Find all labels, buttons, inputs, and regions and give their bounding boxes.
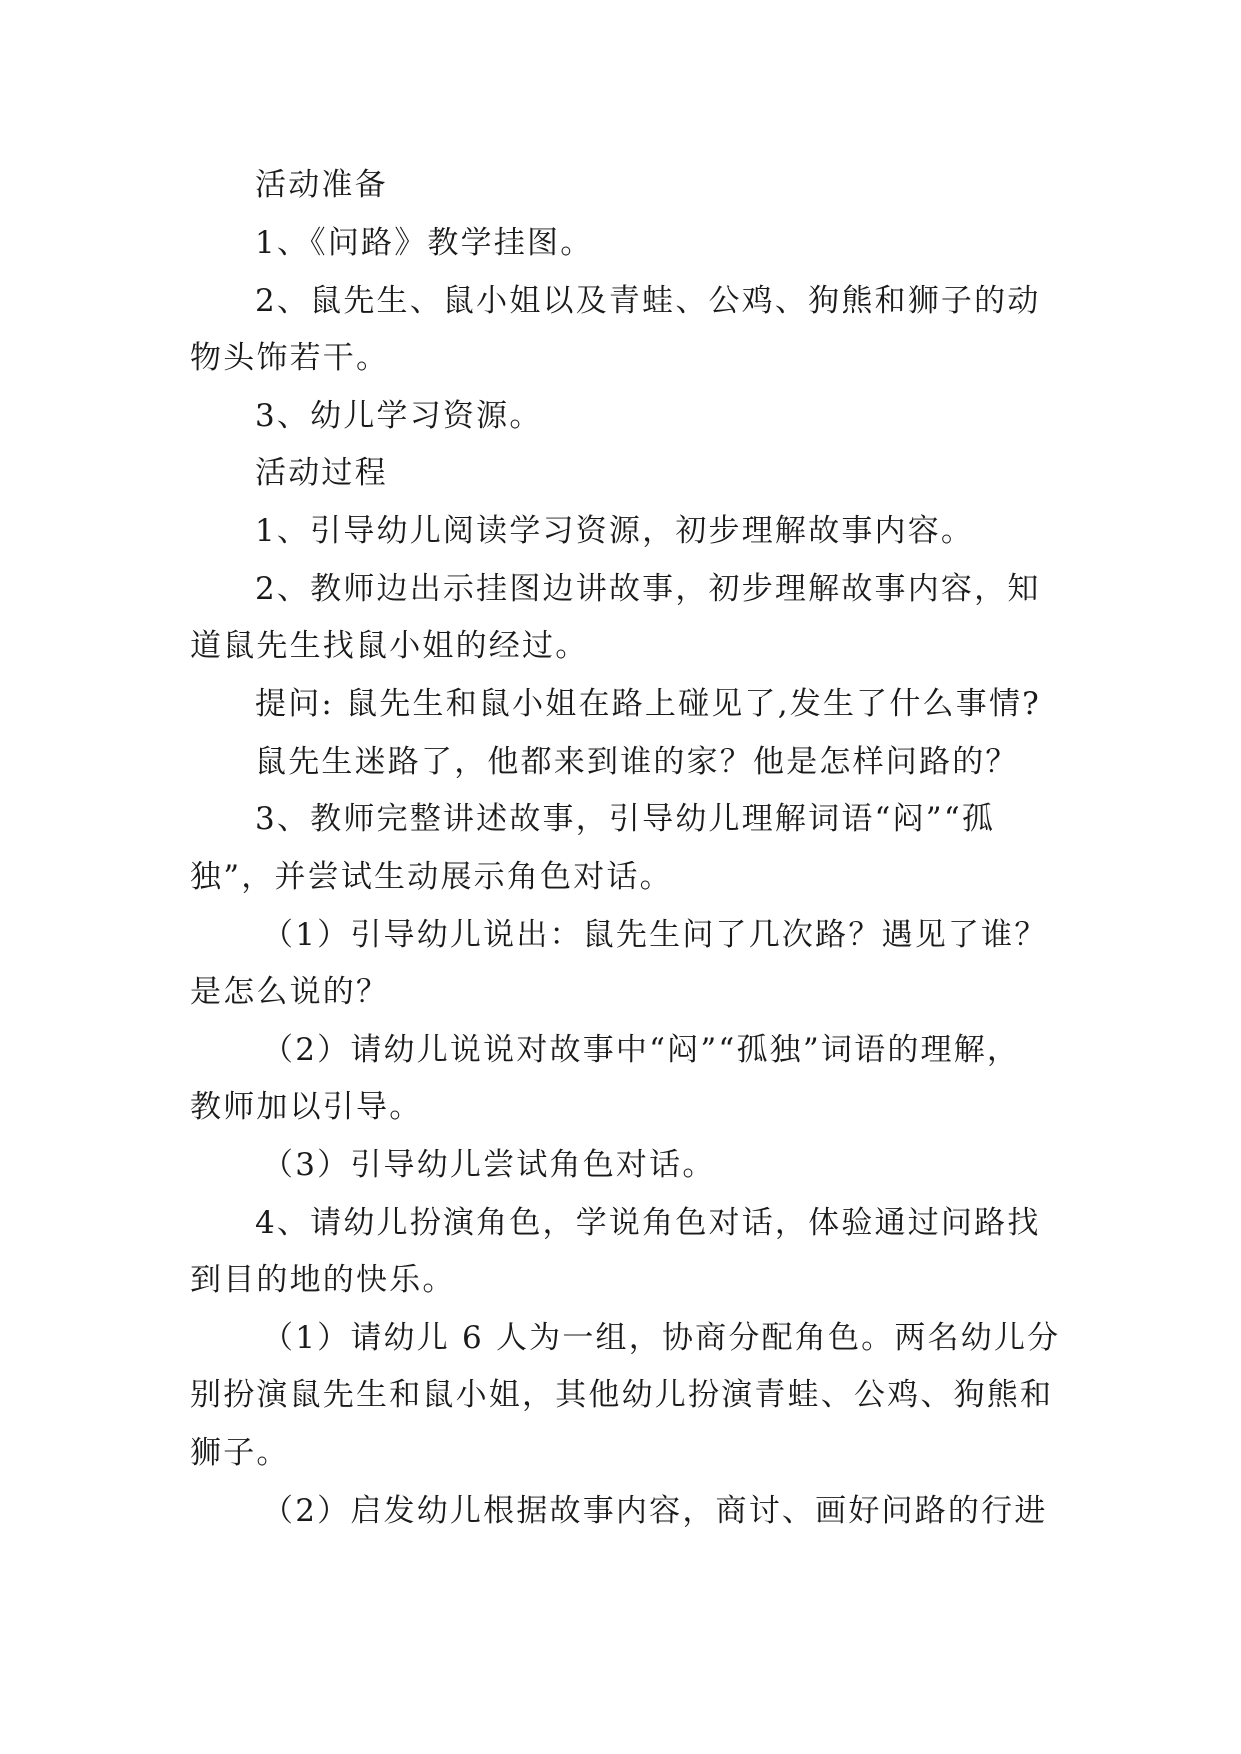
section-heading-process: 活动过程 (255, 455, 388, 491)
paragraph-line: （2）启发幼儿根据故事内容，商讨、画好问路的行进 (262, 1493, 1048, 1529)
paragraph-line: 1、《问路》教学挂图。 (255, 225, 594, 261)
paragraph-line: （2）请幼儿说说对故事中“闷”“孤独”词语的理解， (262, 1032, 1021, 1068)
paragraph-line: 2、教师边出示挂图边讲故事，初步理解故事内容，知 (255, 571, 1041, 607)
paragraph-line: 道鼠先生找鼠小姐的经过。 (190, 628, 589, 664)
paragraph-line: 提问: 鼠先生和鼠小姐在路上碰见了,发生了什么事情? (255, 686, 1041, 722)
paragraph-line: 别扮演鼠先生和鼠小姐，其他幼儿扮演青蛙、公鸡、狗熊和 (190, 1377, 1054, 1413)
paragraph-line: 狮子。 (190, 1435, 290, 1471)
paragraph-line: 到目的地的快乐。 (190, 1262, 456, 1298)
paragraph-line: 教师加以引导。 (190, 1089, 423, 1125)
paragraph-line: （3）引导幼儿尝试角色对话。 (262, 1147, 716, 1183)
paragraph-line: 独”，并尝试生动展示角色对话。 (190, 859, 673, 895)
paragraph-line: 是怎么说的？ (190, 974, 390, 1010)
paragraph-line: （1）引导幼儿说出：鼠先生问了几次路？遇见了谁？ (262, 917, 1048, 953)
section-heading-preparation: 活动准备 (255, 167, 388, 203)
paragraph-line: 3、教师完整讲述故事，引导幼儿理解词语“闷”“孤 (255, 801, 996, 837)
paragraph-line: 2、鼠先生、鼠小姐以及青蛙、公鸡、狗熊和狮子的动 (255, 283, 1041, 319)
paragraph-line: 4、请幼儿扮演角色，学说角色对话，体验通过问路找 (255, 1205, 1041, 1241)
paragraph-line: 3、幼儿学习资源。 (255, 398, 543, 434)
paragraph-line: （1）请幼儿 6 人为一组，协商分配角色。两名幼儿分 (262, 1320, 1061, 1356)
paragraph-line: 1、引导幼儿阅读学习资源，初步理解故事内容。 (255, 513, 975, 549)
paragraph-line: 物头饰若干。 (190, 340, 390, 376)
paragraph-line: 鼠先生迷路了，他都来到谁的家？他是怎样问路的？ (255, 744, 1019, 780)
